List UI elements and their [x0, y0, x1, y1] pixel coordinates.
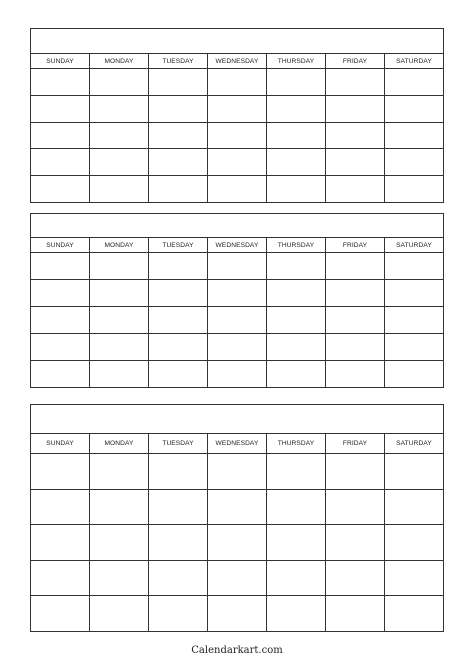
week-row [31, 561, 443, 597]
day-cell [90, 490, 149, 525]
weekday-header [31, 54, 443, 69]
day-cell [326, 123, 385, 149]
day-cell [90, 149, 149, 175]
day-cell [90, 96, 149, 122]
day-cell [31, 361, 90, 387]
day-cell [31, 69, 90, 95]
day-cell [267, 69, 326, 95]
day-cell [208, 490, 267, 525]
week-row [31, 96, 443, 123]
day-cell [267, 454, 326, 489]
day-cell [267, 149, 326, 175]
week-row [31, 334, 443, 361]
week-row [31, 454, 443, 490]
day-cell [31, 454, 90, 489]
weekday-thursday: THURSDAY [267, 238, 326, 252]
day-cell [31, 307, 90, 333]
day-cell [385, 454, 443, 489]
day-cell [385, 525, 443, 560]
day-cell [149, 307, 208, 333]
day-cell [385, 149, 443, 175]
week-row [31, 253, 443, 280]
weekday-thursday: THURSDAY [267, 54, 326, 68]
weekday-friday: FRIDAY [326, 238, 385, 252]
day-cell [31, 96, 90, 122]
day-cell [267, 96, 326, 122]
week-row [31, 123, 443, 150]
day-cell [385, 334, 443, 360]
day-cell [267, 561, 326, 596]
day-cell [326, 176, 385, 202]
calendar-template-3 [30, 404, 444, 632]
day-cell [90, 307, 149, 333]
day-cell [31, 525, 90, 560]
day-cell [208, 454, 267, 489]
weekday-sunday: SUNDAY [31, 434, 90, 453]
day-cell [149, 525, 208, 560]
day-cell [267, 361, 326, 387]
week-row [31, 525, 443, 561]
day-cell [385, 280, 443, 306]
day-cell [31, 334, 90, 360]
week-row [31, 149, 443, 176]
day-cell [149, 361, 208, 387]
day-cell [385, 307, 443, 333]
day-cell [208, 334, 267, 360]
day-cell [31, 253, 90, 279]
day-cell [149, 334, 208, 360]
day-cell [208, 69, 267, 95]
day-cell [208, 596, 267, 631]
week-row [31, 176, 443, 202]
day-cell [208, 96, 267, 122]
day-cell [149, 253, 208, 279]
day-cell [90, 69, 149, 95]
week-row [31, 307, 443, 334]
day-cell [90, 176, 149, 202]
day-cell [208, 525, 267, 560]
week-row [31, 280, 443, 307]
day-cell [326, 561, 385, 596]
day-cell [90, 280, 149, 306]
day-cell [385, 69, 443, 95]
weekday-wednesday: WEDNESDAY [208, 434, 267, 453]
weekday-sunday: SUNDAY [31, 54, 90, 68]
day-cell [267, 490, 326, 525]
day-cell [326, 454, 385, 489]
day-cell [267, 280, 326, 306]
calendar-template-2 [30, 213, 444, 388]
day-cell [326, 525, 385, 560]
day-cell [149, 176, 208, 202]
day-cell [31, 561, 90, 596]
weekday-wednesday: WEDNESDAY [208, 54, 267, 68]
day-cell [326, 149, 385, 175]
day-cell [326, 361, 385, 387]
day-cell [149, 561, 208, 596]
weekday-header [31, 238, 443, 253]
day-cell [90, 123, 149, 149]
weekday-saturday: SATURDAY [396, 241, 432, 249]
day-cell [385, 561, 443, 596]
day-cell [90, 525, 149, 560]
day-cell [208, 307, 267, 333]
calendar-title-bar [31, 29, 443, 54]
day-cell [90, 561, 149, 596]
week-row [31, 69, 443, 96]
day-cell [326, 334, 385, 360]
day-cell [385, 96, 443, 122]
day-cell [267, 176, 326, 202]
day-cell [326, 307, 385, 333]
day-cell [385, 361, 443, 387]
day-cell [149, 490, 208, 525]
calendar-template-1 [30, 28, 444, 203]
day-cell [208, 176, 267, 202]
day-cell [149, 596, 208, 631]
weekday-wednesday: WEDNESDAY [208, 238, 267, 252]
calendar-title-bar [31, 405, 443, 434]
weekday-tuesday: TUESDAY [149, 434, 208, 453]
day-cell [31, 280, 90, 306]
day-cell [90, 253, 149, 279]
weekday-tuesday: TUESDAY [149, 54, 208, 68]
day-cell [385, 490, 443, 525]
day-cell [385, 596, 443, 631]
day-cell [31, 149, 90, 175]
day-cell [208, 149, 267, 175]
day-cell [208, 561, 267, 596]
day-cell [208, 361, 267, 387]
day-cell [267, 123, 326, 149]
calendar-grid [31, 69, 443, 202]
calendar-grid [31, 454, 443, 631]
day-cell [267, 253, 326, 279]
weekday-saturday: SATURDAY [396, 57, 432, 65]
day-cell [267, 334, 326, 360]
weekday-sunday: SUNDAY [31, 238, 90, 252]
day-cell [90, 596, 149, 631]
day-cell [385, 253, 443, 279]
day-cell [326, 69, 385, 95]
day-cell [267, 525, 326, 560]
weekday-header [31, 434, 443, 454]
day-cell [385, 176, 443, 202]
weekday-monday: MONDAY [90, 434, 149, 453]
day-cell [31, 123, 90, 149]
day-cell [149, 96, 208, 122]
day-cell [208, 123, 267, 149]
day-cell [326, 280, 385, 306]
footer-brand: Calendarkart.com [191, 645, 283, 656]
day-cell [326, 253, 385, 279]
calendar-title-bar [31, 214, 443, 238]
day-cell [326, 96, 385, 122]
day-cell [267, 307, 326, 333]
day-cell [326, 490, 385, 525]
day-cell [149, 69, 208, 95]
day-cell [149, 123, 208, 149]
weekday-friday: FRIDAY [326, 54, 385, 68]
week-row [31, 490, 443, 526]
day-cell [31, 176, 90, 202]
day-cell [90, 334, 149, 360]
weekday-tuesday: TUESDAY [149, 238, 208, 252]
weekday-friday: FRIDAY [326, 434, 385, 453]
weekday-monday: MONDAY [90, 54, 149, 68]
weekday-saturday: SATURDAY [396, 440, 432, 447]
week-row [31, 361, 443, 387]
day-cell [31, 596, 90, 631]
day-cell [31, 490, 90, 525]
day-cell [385, 123, 443, 149]
day-cell [149, 454, 208, 489]
weekday-monday: MONDAY [90, 238, 149, 252]
day-cell [90, 361, 149, 387]
day-cell [208, 253, 267, 279]
day-cell [208, 280, 267, 306]
day-cell [149, 149, 208, 175]
calendar-grid [31, 253, 443, 387]
weekday-thursday: THURSDAY [267, 434, 326, 453]
week-row [31, 596, 443, 631]
day-cell [326, 596, 385, 631]
day-cell [90, 454, 149, 489]
day-cell [267, 596, 326, 631]
day-cell [149, 280, 208, 306]
